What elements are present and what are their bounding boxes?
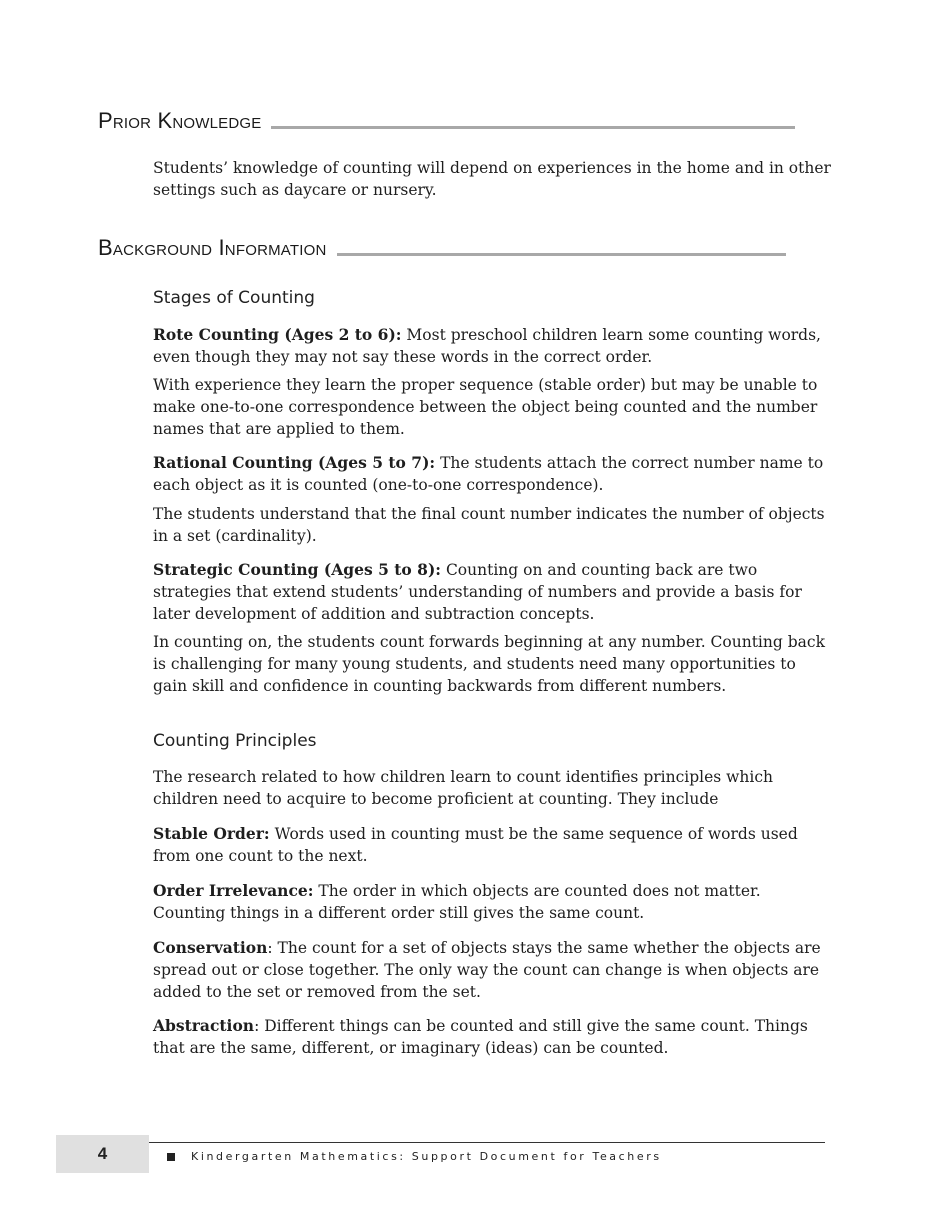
- heading-divider: [337, 253, 786, 256]
- heading-divider: [271, 126, 795, 129]
- principles-subheading: Counting Principles: [153, 731, 317, 751]
- strategic-counting-paragraph: [153, 559, 833, 625]
- conservation-paragraph: [153, 937, 833, 1003]
- background-heading-row: [98, 237, 786, 259]
- order-irrelevance-paragraph: [153, 880, 833, 924]
- rote-counting-paragraph: [153, 324, 833, 368]
- background-heading: Background Information: [98, 235, 327, 260]
- prior-knowledge-text: Students’ knowledge of counting will depend on experiences in the home and in other settings such as daycare or nursery.: [153, 159, 831, 199]
- footer-document-title: Kindergarten Mathematics: Support Document for Teachers: [191, 1150, 662, 1163]
- order-irrelevance-term: Order Irrelevance:: [153, 881, 314, 900]
- rote-counting-followup: With experience they learn the proper sequence (stable order) but may be unable to make one-to-one correspondence between the object being counted and the number names that are applied to them.: [153, 376, 818, 438]
- abstraction-paragraph: [153, 1015, 833, 1059]
- rational-counting-text: The students attach the correct number name to each object as it is counted (one-to-one correspondence).: [153, 454, 824, 494]
- strategic-counting-text: Counting on and counting back are two strategies that extend students’ understanding of numbers and provide a basis for later development of addition and subtraction concepts.: [153, 561, 802, 623]
- rational-counting-paragraph: [153, 452, 833, 496]
- abstraction-text: : Different things can be counted and still give the same count. Things that are the same, different, or imaginary (ideas) can be counted.: [153, 1017, 808, 1057]
- prior-knowledge-heading: Prior Knowledge: [98, 108, 262, 133]
- rational-counting-term: Rational Counting (Ages 5 to 7):: [153, 453, 436, 472]
- rote-counting-term: Rote Counting (Ages 2 to 6):: [153, 325, 402, 344]
- stable-order-paragraph: [153, 823, 833, 867]
- strategic-counting-term: Strategic Counting (Ages 5 to 8):: [153, 560, 442, 579]
- square-bullet-icon: [167, 1153, 175, 1161]
- rational-counting-followup: The students understand that the final count number indicates the number of objects in a set (cardinality).: [153, 505, 825, 545]
- conservation-text: : The count for a set of objects stays the same whether the objects are spread out or close together. The only way the count can change is when objects are added to the set or removed from the set.: [153, 939, 821, 1001]
- stable-order-text: Words used in counting must be the same sequence of words used from one count to the next.: [153, 825, 798, 865]
- abstraction-term: Abstraction: [153, 1016, 255, 1035]
- conservation-term: Conservation: [153, 938, 268, 957]
- prior-knowledge-heading-row: [98, 110, 795, 132]
- principles-intro: The research related to how children learn to count identifies principles which children need to acquire to become proficient at counting. They include: [153, 768, 774, 808]
- page-number: 4: [56, 1135, 149, 1173]
- order-irrelevance-text: The order in which objects are counted does not matter. Counting things in a different order still gives the same count.: [153, 882, 761, 922]
- stable-order-term: Stable Order:: [153, 824, 270, 843]
- stages-subheading: Stages of Counting: [153, 288, 315, 308]
- footer-divider: [149, 1142, 825, 1143]
- strategic-counting-followup: In counting on, the students count forwards beginning at any number. Counting back is challenging for many young students, and students need many opportunities to gain skill and confidence in counting backwards from different numbers.: [153, 633, 825, 695]
- rote-counting-text: Most preschool children learn some counting words, even though they may not say these words in the correct order.: [153, 326, 821, 366]
